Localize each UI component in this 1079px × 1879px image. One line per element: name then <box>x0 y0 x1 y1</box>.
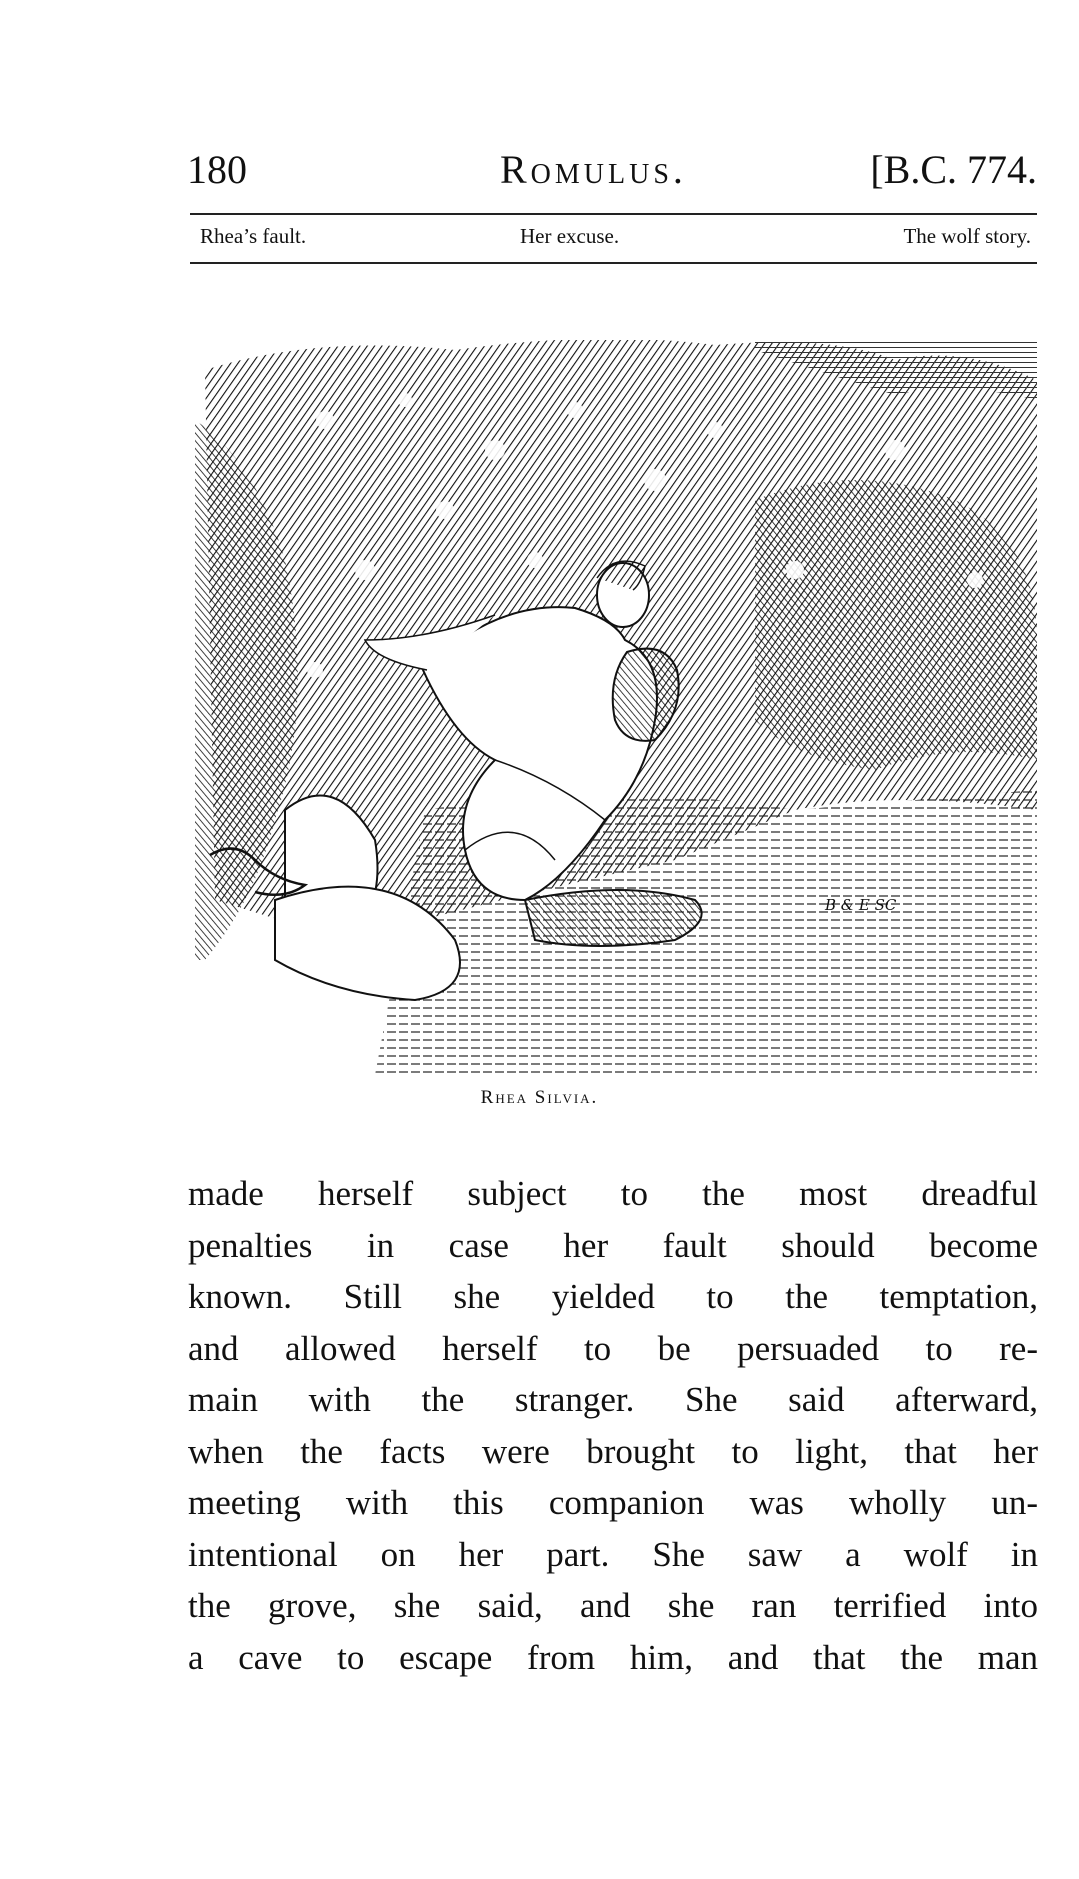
body-paragraph <box>188 1168 1038 1683</box>
side-note-3: The wolf story. <box>903 224 1031 248</box>
side-note-1: Rhea’s fault. <box>200 224 307 248</box>
text-line: meeting with this companion was wholly un- <box>188 1483 1038 1522</box>
text-line: and allowed herself to be persuaded to re- <box>188 1328 1038 1368</box>
text-line: the grove, she said, and she ran terrified into <box>188 1586 1038 1625</box>
figure-caption: Rhea Silvia. <box>480 1087 599 1108</box>
text-line: made herself subject to the most dreadful <box>188 1174 1038 1213</box>
text-line: when the facts were brought to light, that her <box>188 1431 1038 1471</box>
header-date: [B.C. 774. <box>870 147 1037 192</box>
engraving-illustration <box>195 340 1037 1075</box>
stone-ledge <box>525 890 702 946</box>
page-number: 180 <box>187 147 247 192</box>
running-title: Romulus. <box>500 147 687 192</box>
side-note-2: Her excuse. <box>520 224 620 248</box>
text-line: main with the stranger. She said afterward, <box>188 1380 1038 1419</box>
text-line: intentional on her part. She saw a wolf in <box>188 1534 1038 1574</box>
header-rule-bottom <box>190 262 1037 264</box>
engraver-mark: B & E SC <box>825 896 897 914</box>
text-line: known. Still she yielded to the temptation, <box>188 1277 1038 1316</box>
header-rule-top <box>190 213 1037 215</box>
text-line: a cave to escape from him, and that the man <box>188 1637 1038 1677</box>
text-line: penalties in case her fault should become <box>188 1225 1038 1265</box>
